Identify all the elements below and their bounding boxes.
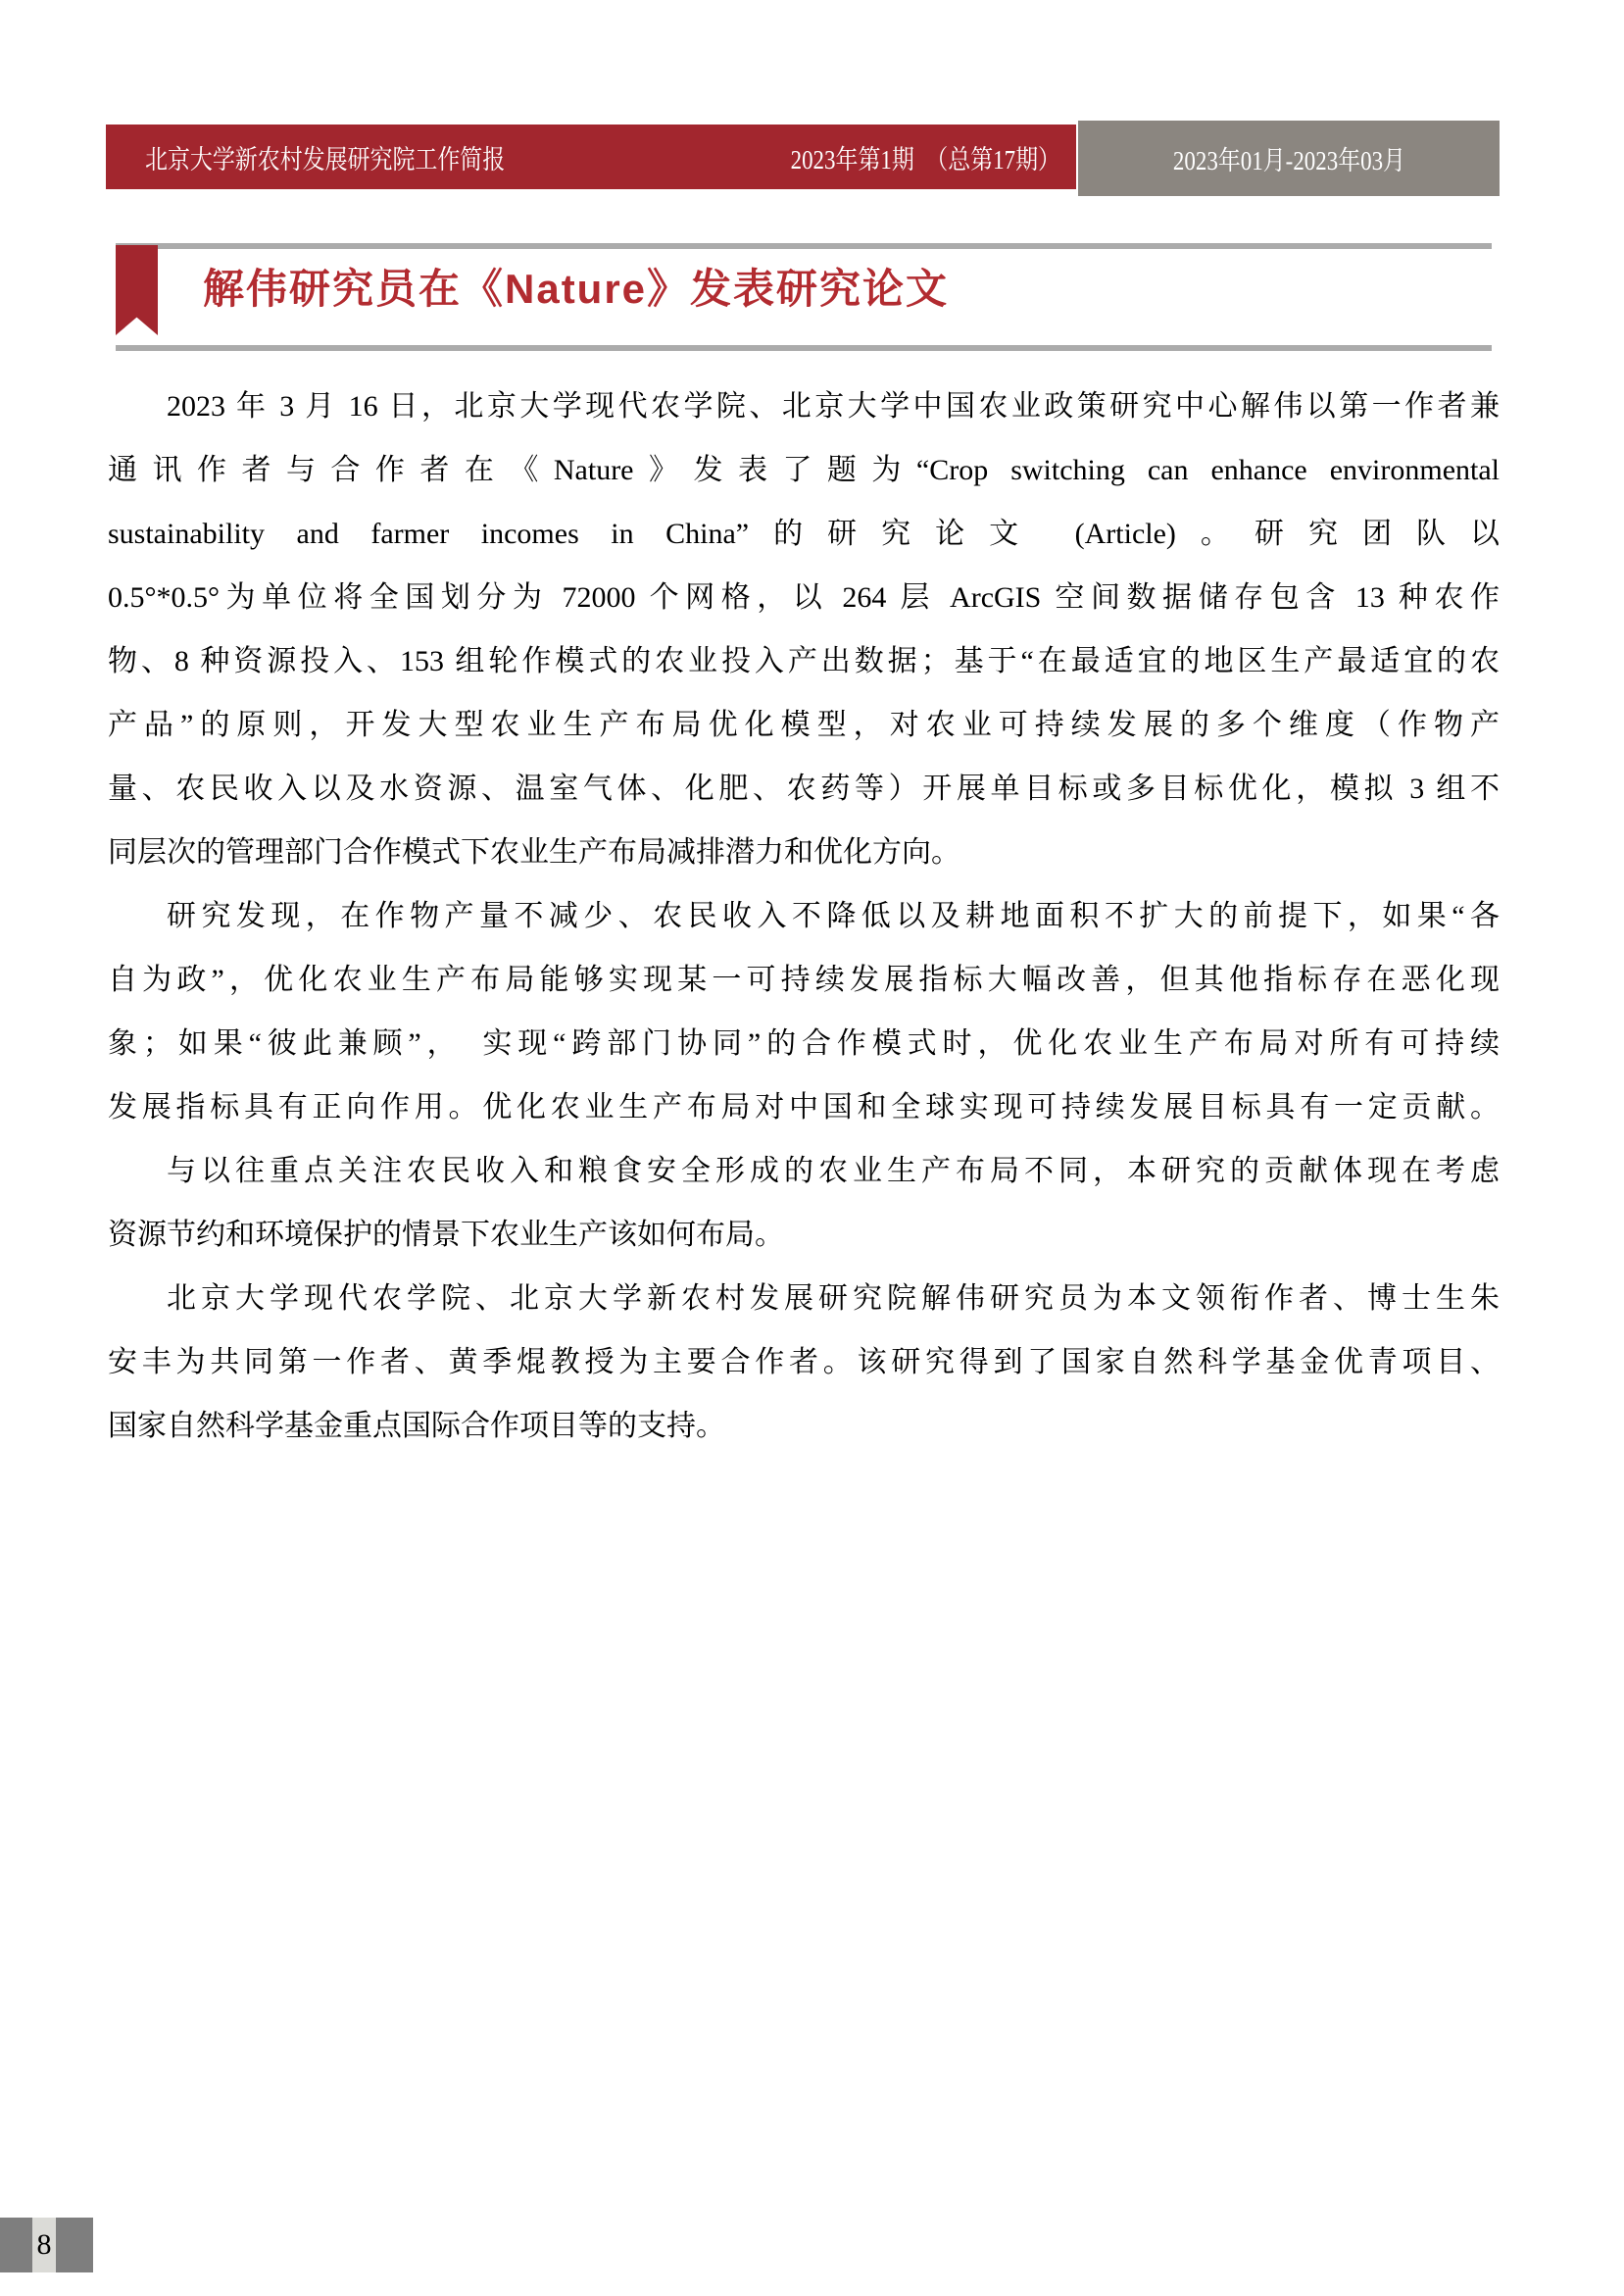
page-number-block <box>0 2218 93 2272</box>
body-line: 北京大学现代农学院、北京大学新农村发展研究院解伟研究员为本文领衔作者、博士生朱 <box>167 1282 1500 1315</box>
bookmark-ribbon-icon <box>116 245 158 335</box>
article-body <box>108 374 1500 1458</box>
period-text: 2023年01月-2023年03月 <box>1172 146 1405 175</box>
body-line: 0.5°*0.5°为单位将全国划分为 72000 个网格，以 264 层 ArcGIS 空间数据储存包含 13 种农作 <box>108 581 1500 614</box>
body-line: 通讯作者与合作者在《Nature》发表了题为“Crop switching can enhance environmental <box>108 454 1500 486</box>
heading-rule-bottom <box>116 345 1492 351</box>
body-line: 物、8 种资源投入、153 组轮作模式的农业投入产出数据；基于“在最适宜的地区生产最适宜的农 <box>108 645 1500 677</box>
body-line: 自为政”，优化农业生产布局能够实现某一可持续发展指标大幅改善，但其他指标存在恶化现 <box>108 964 1500 996</box>
article-title: 解伟研究员在《Nature》发表研究论文 <box>203 266 950 312</box>
body-line: 同层次的管理部门合作模式下农业生产布局减排潜力和优化方向。 <box>108 836 960 869</box>
heading-rule-top <box>116 243 1492 249</box>
body-line: 安丰为共同第一作者、黄季焜教授为主要合作者。该研究得到了国家自然科学基金优青项目、 <box>108 1346 1500 1378</box>
period-badge <box>1078 121 1500 196</box>
body-line: 2023 年 3 月 16 日，北京大学现代农学院、北京大学中国农业政策研究中心解伟以第一作者兼 <box>167 390 1500 423</box>
body-line: 国家自然科学基金重点国际合作项目等的支持。 <box>108 1410 725 1442</box>
body-line: 研究发现，在作物产量不减少、农民收入不降低以及耕地面积不扩大的前提下，如果“各 <box>167 900 1500 932</box>
newsletter-title: 北京大学新农村发展研究院工作简报 <box>145 144 506 175</box>
page-number: 8 <box>32 2218 56 2272</box>
body-line: 发展指标具有正向作用。优化农业生产布局对中国和全球实现可持续发展目标具有一定贡献。 <box>108 1091 1500 1123</box>
body-line: sustainability and farmer incomes in China”的研究论文 (Article)。研究团队以 <box>108 518 1500 550</box>
body-line: 产品”的原则，开发大型农业生产布局优化模型，对农业可持续发展的多个维度（作物产 <box>108 709 1500 741</box>
body-line: 象；如果“彼此兼顾”， 实现“跨部门协同”的合作模式时，优化农业生产布局对所有可持续 <box>108 1027 1500 1060</box>
issue-number: 2023年第1期 （总第17期） <box>790 144 1060 175</box>
body-line: 量、农民收入以及水资源、温室气体、化肥、农药等）开展单目标或多目标优化，模拟 3 组不 <box>108 773 1500 805</box>
body-line: 与以往重点关注农民收入和粮食安全形成的农业生产布局不同，本研究的贡献体现在考虑 <box>167 1155 1500 1187</box>
body-line: 资源节约和环境保护的情景下农业生产该如何布局。 <box>108 1219 784 1251</box>
masthead-bar <box>106 125 1076 189</box>
